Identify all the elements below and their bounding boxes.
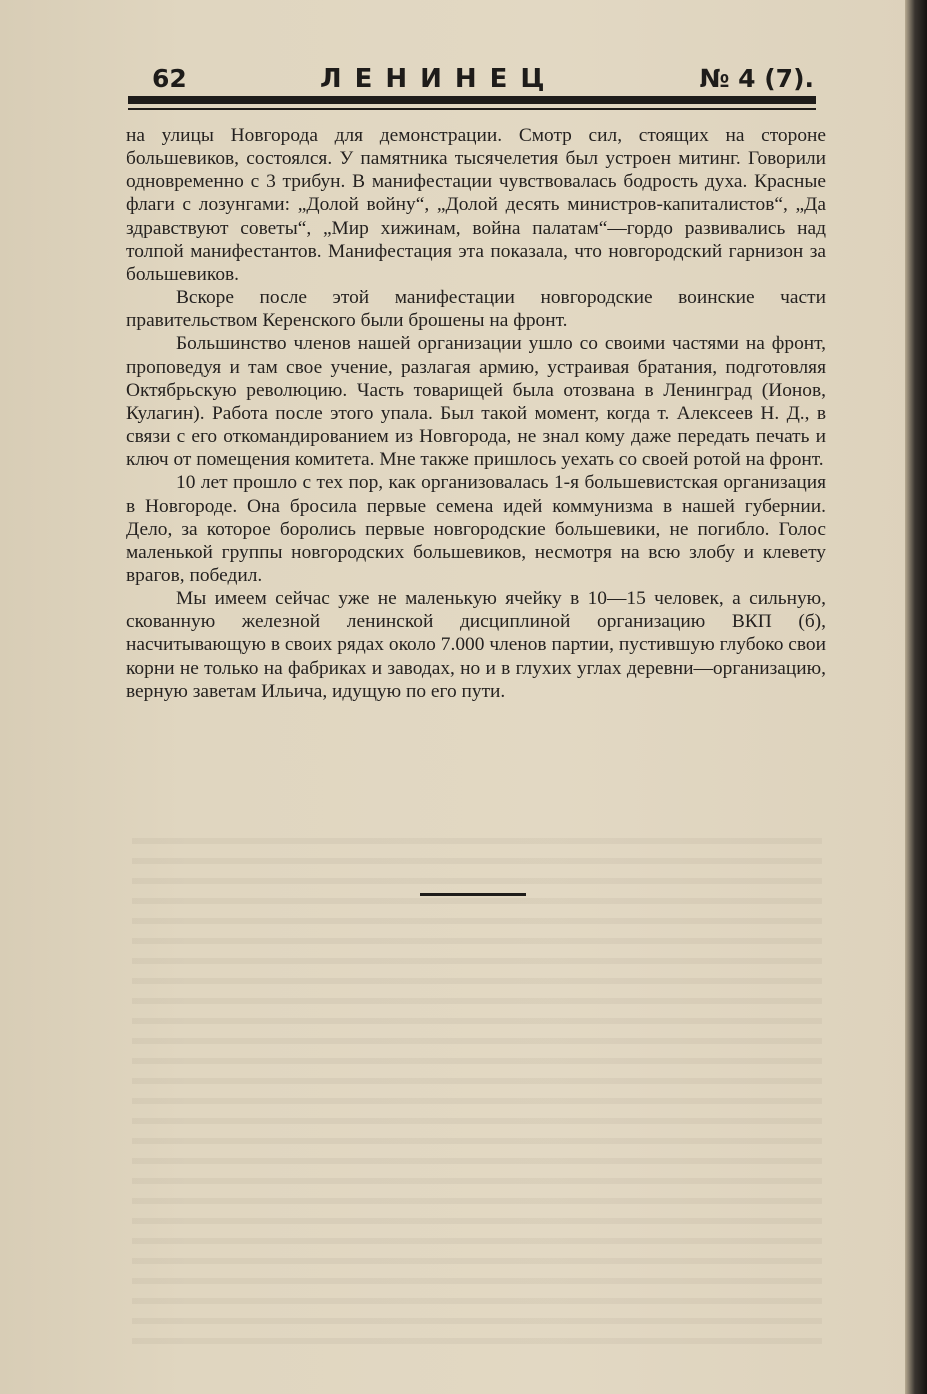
- paragraph-5: Мы имеем сейчас уже не маленькую ячейку в 10—15 человек, а сильную, скованную железной ленинской дисциплиной организацию ВКП (б), насчитывающую в своих рядах около 7.000 членов партии, пустившую глубоко свои корни не только на фабриках и заводах, но и в глухих углах деревни—организацию, верную заветам Ильича, идущую по его пути.: [126, 588, 826, 702]
- article-body: [126, 124, 826, 703]
- page-header: [128, 60, 818, 100]
- paragraph-3: Большинство членов нашей организации ушло со своими частями на фронт, проповедуя и там свое учение, разлагая армию, устраивая братания, подготовляя Октябрьскую революцию. Часть товарищей была отозвана в Ленинград (Ионов, Кулагин). Работа после этого упала. Был такой момент, когда т. Алексеев Н. Д., в связи с его откомандированием из Новгорода, не знал кому даже передать печать и ключ от помещения комитета. Мне также пришлось уехать со своей ротой на фронт.: [126, 333, 826, 471]
- page-number: 62: [152, 64, 187, 93]
- paragraph-4: 10 лет прошло с тех пор, как организовалась 1-я большевистская организация в Новгороде. Она бросила первые семена идей коммунизма в нашей губернии. Дело, за которое боролись первые новгородские большевики, не погибло. Голос маленькой группы новгородских большевиков, несмотря на всю злобу и клевету врагов, победил.: [126, 472, 826, 586]
- paragraph-1: на улицы Новгорода для демонстрации. Смотр сил, стоящих на стороне большевиков, состоялся. У памятника тысячелетия был устроен митинг. Говорили одновременно с 3 трибун. В манифестации чувствовалась бодрость духа. Красные флаги с лозунгами: „Долой войну“, „Долой десять министров-капиталистов“, „Да здравствуют советы“, „Мир хижинам, война палатам“—гордо развивались над толпой манифестантов. Манифестация эта показала, что новгородский гарнизон за большевиков.: [126, 125, 826, 285]
- paragraph-2: Вскоре после этой манифестации новгородские воинские части правительством Керенского были брошены на фронт.: [126, 287, 826, 332]
- paper-show-through: [132, 824, 822, 1344]
- journal-title: ЛЕНИНЕЦ: [320, 64, 558, 94]
- header-rule-thin: [128, 108, 816, 110]
- issue-number: № 4 (7).: [699, 64, 814, 93]
- header-rule-thick: [128, 96, 816, 104]
- page-binding-edge: [905, 0, 927, 1394]
- article-end-rule: [420, 893, 526, 896]
